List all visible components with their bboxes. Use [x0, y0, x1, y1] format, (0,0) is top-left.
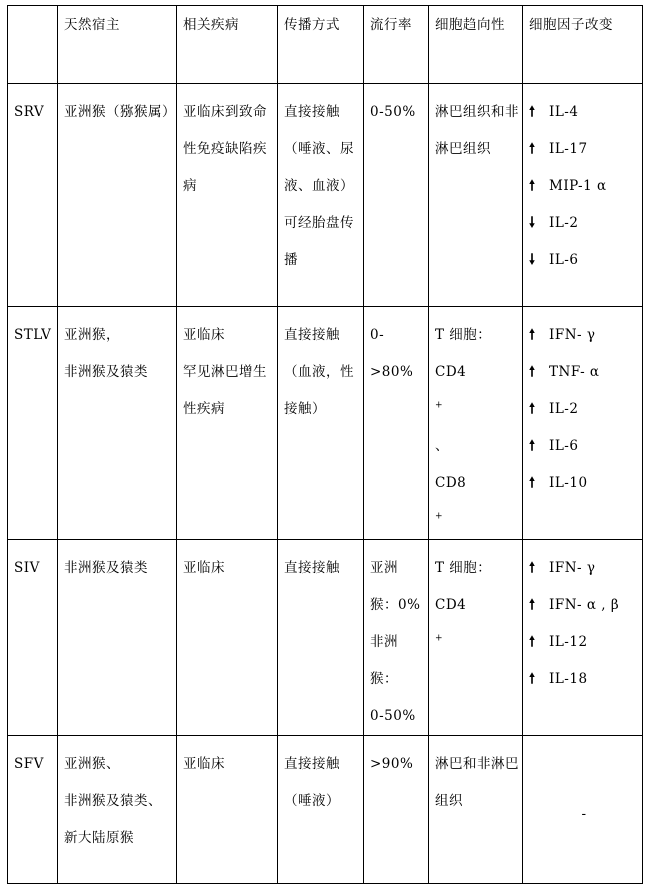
- table-row: [8, 540, 643, 736]
- tropism-marker: CD8 +: [435, 475, 467, 522]
- prevalence-text: 0-50%: [370, 708, 416, 724]
- arrow-down-icon: 🠗: [529, 252, 536, 268]
- header-cell-related-disease: 相关疾病: [177, 6, 278, 84]
- header-cell-virus: [8, 6, 58, 84]
- cytokine-item: 🠕 IL-10: [529, 465, 639, 502]
- arrow-up-icon: 🠕: [529, 104, 536, 120]
- prevalence-cell: 0-50%: [364, 84, 429, 307]
- cytokine-item: 🠕 TNF- α: [529, 354, 639, 391]
- cytokine-item: 🠕 IL-2: [529, 391, 639, 428]
- host-cell: 非洲猴及猿类: [58, 540, 177, 736]
- arrow-up-icon: 🠕: [529, 671, 536, 687]
- table-row: [8, 736, 643, 884]
- disease-cell: [177, 307, 278, 540]
- tropism-cell: [429, 307, 523, 540]
- host-text: 亚洲猴（猕猴属）: [64, 104, 176, 120]
- cytokine-item: 🠕 IL-17: [529, 131, 639, 168]
- cytokine-item: 🠗 IL-2: [529, 205, 639, 242]
- cytokine-item: 🠕 IFN- γ: [529, 550, 639, 587]
- arrow-up-icon: 🠕: [529, 327, 536, 343]
- host-text: 亚洲猴、: [64, 756, 120, 772]
- header-cell-natural-host: 天然宿主: [58, 6, 177, 84]
- host-cell: [58, 736, 177, 884]
- cytokine-cell: [523, 307, 643, 540]
- arrow-up-icon: 🠕: [529, 475, 536, 491]
- arrow-up-icon: 🠕: [529, 141, 536, 157]
- tropism-text: T 细胞：: [435, 327, 492, 343]
- tropism-marker: CD4 +: [435, 597, 467, 644]
- cytokine-item: 🠕 IL-4: [529, 94, 639, 131]
- cytokine-item: 🠕 IL-6: [529, 428, 639, 465]
- cytokine-item: 🠕 MIP-1 α: [529, 168, 639, 205]
- transmission-cell: 直接接触: [278, 540, 364, 736]
- cytokine-item: 🠕 IFN- α , β: [529, 587, 639, 624]
- cytokine-item: 🠕 IL-18: [529, 661, 639, 698]
- arrow-up-icon: 🠕: [529, 438, 536, 454]
- tropism-text: 淋巴和非淋巴组织: [435, 756, 519, 809]
- prevalence-text: 非洲猴：: [370, 634, 398, 687]
- transmission-text: 直接接触（唾液、尿液、血液）: [284, 104, 354, 194]
- transmission-text: 直接接触（血液，性接触）: [284, 327, 354, 417]
- transmission-cell: [278, 84, 364, 307]
- disease-text: 亚临床到致命性免疫缺陷疾病: [183, 104, 267, 194]
- host-text: 非洲猴及猿类、: [64, 793, 162, 809]
- tropism-text: 淋巴组织和非淋巴组织: [435, 104, 519, 157]
- cytokine-item: 🠗 IL-6: [529, 242, 639, 279]
- disease-text: 罕见淋巴增生性疾病: [183, 364, 267, 417]
- tropism-cell: [429, 84, 523, 307]
- cytokine-cell: -: [523, 736, 643, 884]
- cytokine-cell: [523, 540, 643, 736]
- disease-cell: 亚临床: [177, 736, 278, 884]
- transmission-text: 可经胎盘传播: [284, 215, 354, 268]
- tropism-cell: [429, 736, 523, 884]
- arrow-up-icon: 🠕: [529, 634, 536, 650]
- host-text: 新大陆原猴: [64, 830, 134, 846]
- cytokine-cell: [523, 84, 643, 307]
- arrow-up-icon: 🠕: [529, 178, 536, 194]
- cytokine-item: 🠕 IFN- γ: [529, 317, 639, 354]
- arrow-up-icon: 🠕: [529, 597, 536, 613]
- tropism-cell: [429, 540, 523, 736]
- disease-cell: [177, 84, 278, 307]
- table-header-row: [8, 6, 643, 84]
- header-cell-cytokine-change: 细胞因子改变: [523, 6, 643, 84]
- header-cell-cell-tropism: 细胞趋向性: [429, 6, 523, 84]
- disease-cell: 亚临床: [177, 540, 278, 736]
- disease-text: 亚临床: [183, 327, 225, 343]
- transmission-text: 直接接触（唾液）: [284, 756, 340, 809]
- retrovirus-comparison-table: [7, 5, 643, 884]
- virus-name-cell: SIV: [8, 540, 58, 736]
- transmission-cell: [278, 736, 364, 884]
- arrow-up-icon: 🠕: [529, 364, 536, 380]
- prevalence-cell: [364, 540, 429, 736]
- virus-name-cell: STLV: [8, 307, 58, 540]
- prevalence-cell: >90%: [364, 736, 429, 884]
- prevalence-cell: 0->80%: [364, 307, 429, 540]
- tropism-text: T 细胞：: [435, 560, 492, 576]
- table-row: [8, 307, 643, 540]
- arrow-up-icon: 🠕: [529, 560, 536, 576]
- virus-name-cell: SRV: [8, 84, 58, 307]
- arrow-up-icon: 🠕: [529, 401, 536, 417]
- cytokine-item: 🠕 IL-12: [529, 624, 639, 661]
- host-cell: [58, 307, 177, 540]
- host-text: 亚洲猴，: [64, 327, 120, 343]
- arrow-down-icon: 🠗: [529, 215, 536, 231]
- host-cell: [58, 84, 177, 307]
- host-text: 非洲猴及猿类: [64, 364, 148, 380]
- transmission-cell: [278, 307, 364, 540]
- header-cell-transmission: 传播方式: [278, 6, 364, 84]
- header-cell-prevalence: 流行率: [364, 6, 429, 84]
- virus-name-cell: SFV: [8, 736, 58, 884]
- table-row: [8, 84, 643, 307]
- prevalence-text: 亚洲猴：0%: [370, 560, 421, 613]
- tropism-marker: CD4 + 、: [435, 364, 467, 454]
